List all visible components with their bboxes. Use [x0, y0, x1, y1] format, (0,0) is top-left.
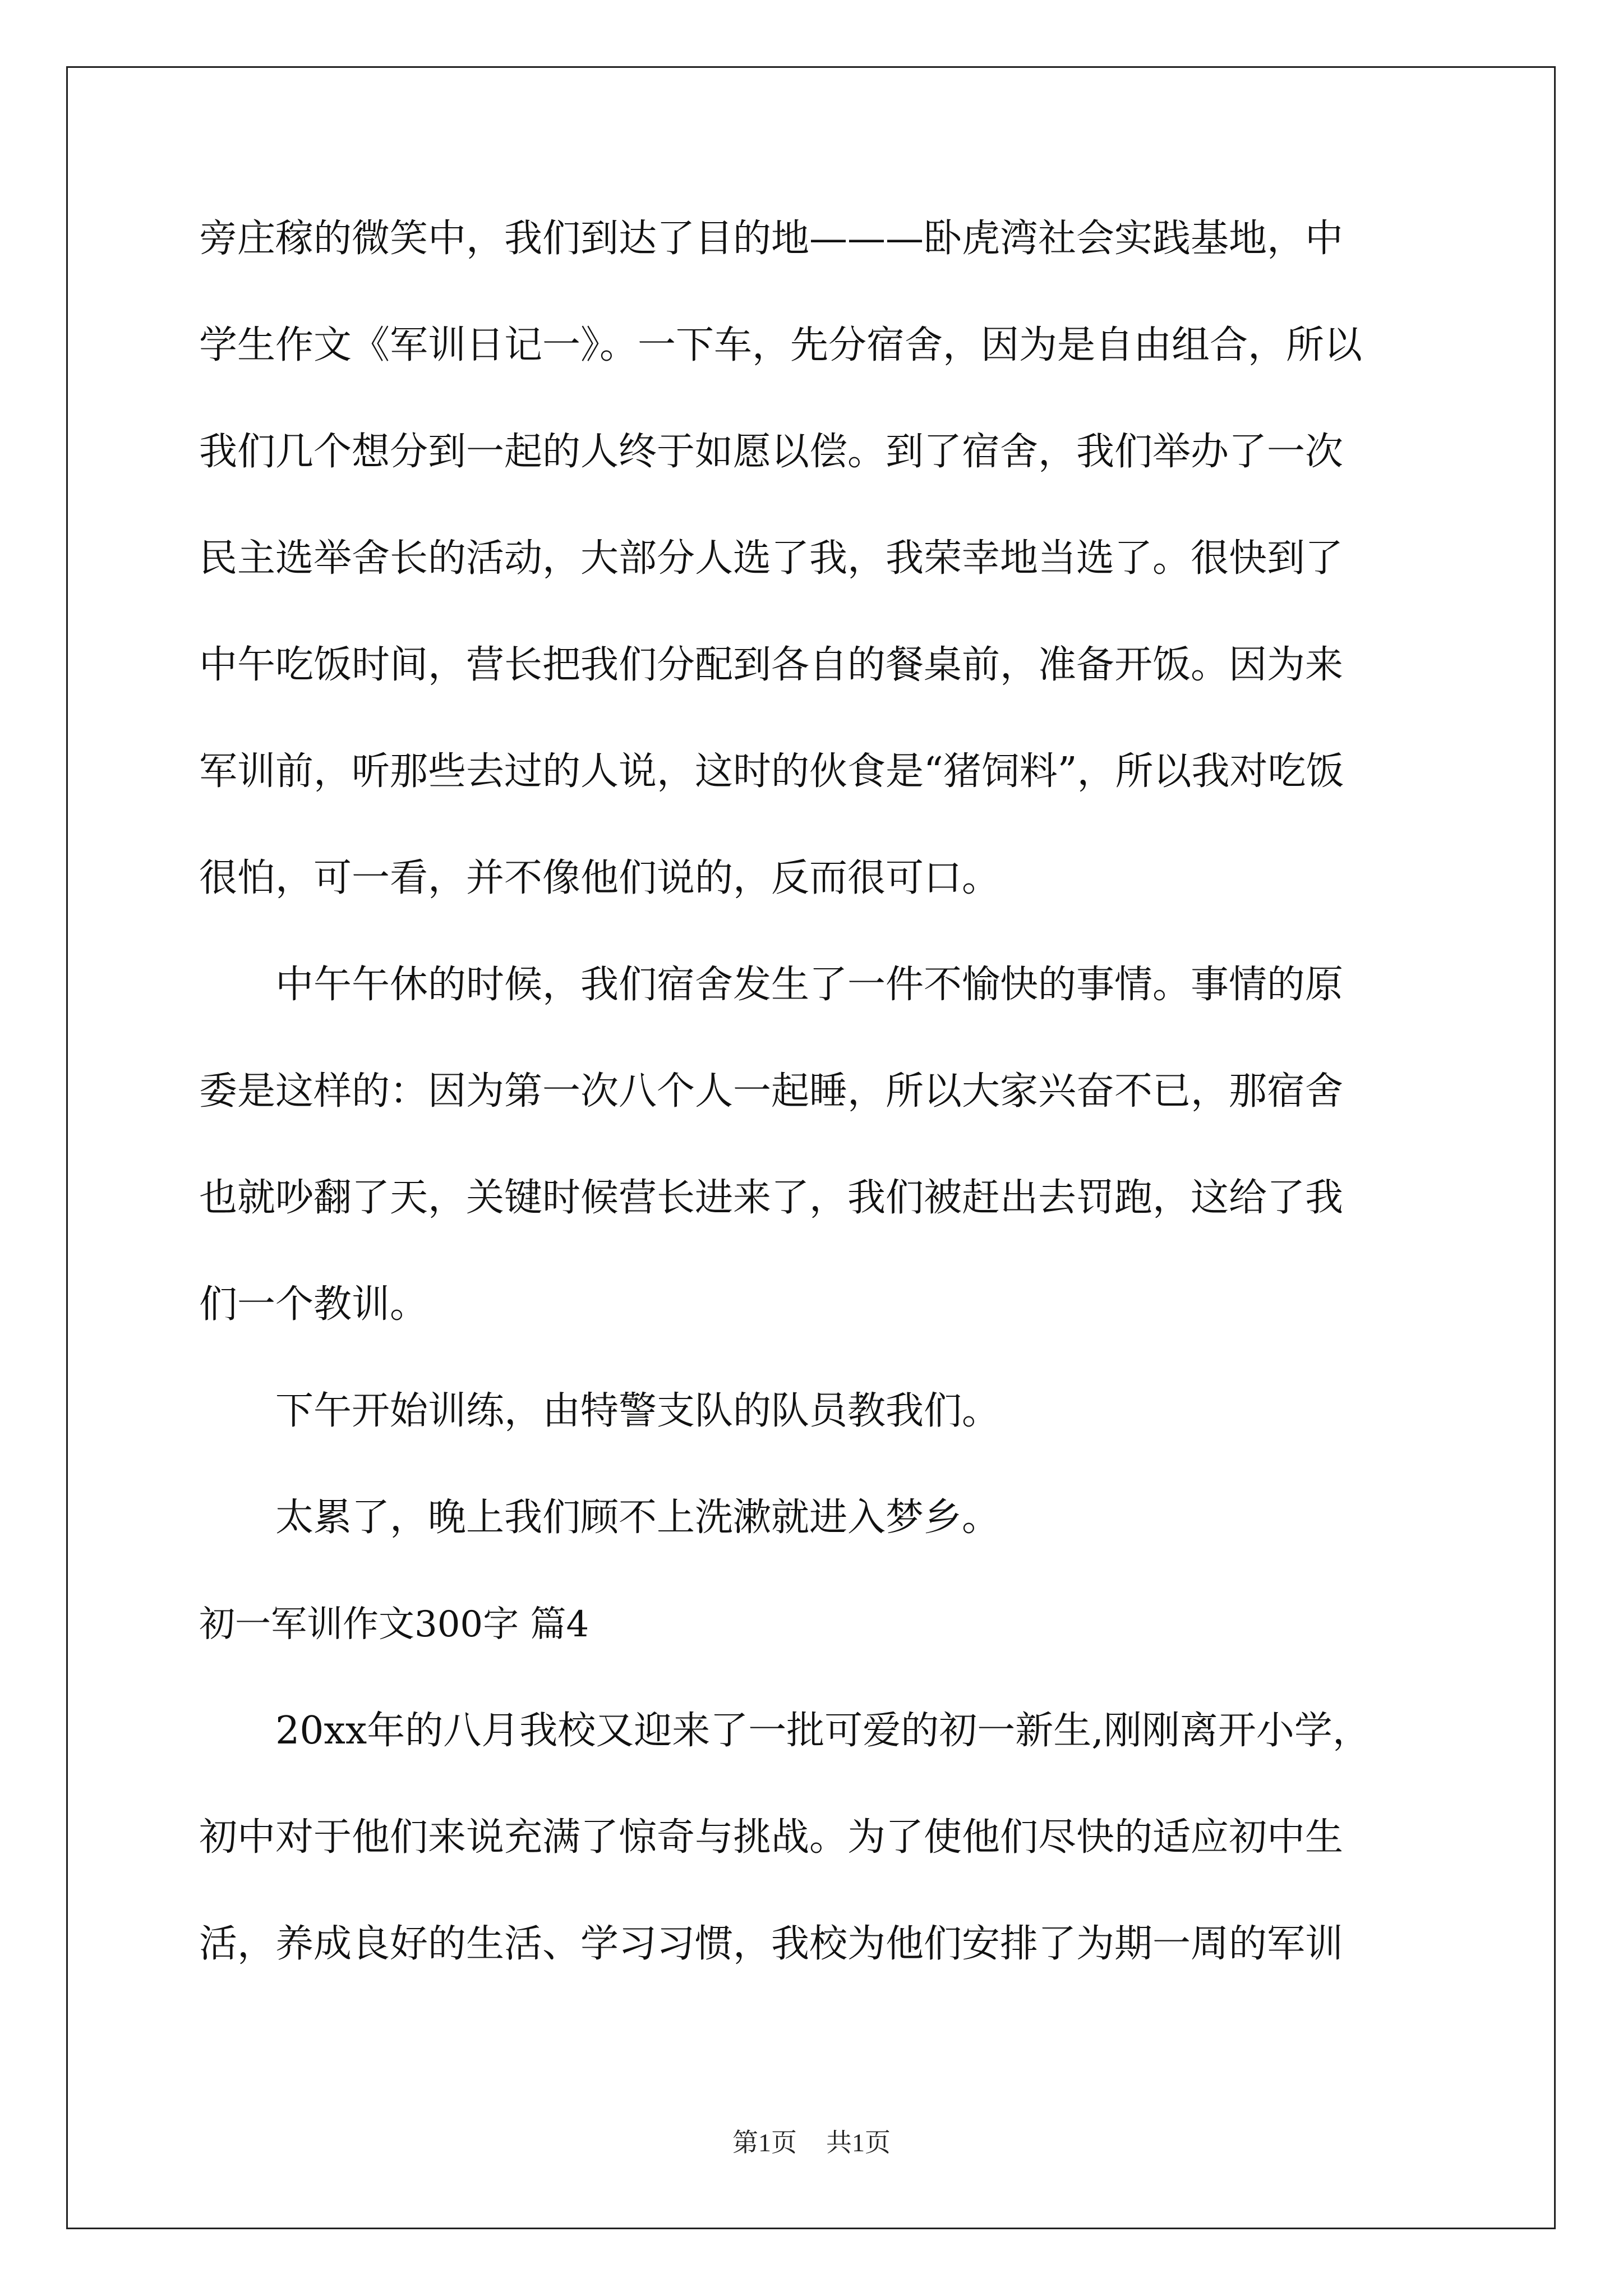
- body-line: 军训前，听那些去过的人说，这时的伙食是“猪饲料”，所以我对吃饭: [199, 749, 1344, 794]
- page-footer: [0, 2127, 1623, 2159]
- body-line: 民主选举舍长的活动，大部分人选了我，我荣幸地当选了。很快到了: [199, 536, 1344, 581]
- body-line: 活，养成良好的生活、学习习惯，我校为他们安排了为期一周的军训: [199, 1922, 1344, 1966]
- body-line: 初中对于他们来说充满了惊奇与挑战。为了使他们尽快的适应初中生: [199, 1815, 1344, 1860]
- body-line: 中午吃饭时间，营长把我们分配到各自的餐桌前，准备开饭。因为来: [199, 643, 1344, 687]
- body-line: 委是这样的：因为第一次八个人一起睡，所以大家兴奋不已，那宿舍: [199, 1069, 1344, 1114]
- body-line: 们一个教训。: [199, 1282, 428, 1327]
- section-heading: 初一军训作文300字 篇4: [199, 1604, 589, 1645]
- paragraph-first-line: 中午午休的时候，我们宿舍发生了一件不愉快的事情。事情的原: [275, 963, 1344, 1007]
- body-line: 也就吵翻了天，关键时候营长进来了，我们被赶出去罚跑，这给了我: [199, 1176, 1344, 1220]
- body-line: 我们几个想分到一起的人终于如愿以偿。到了宿舍，我们举办了一次: [199, 430, 1344, 474]
- body-line: 旁庄稼的微笑中，我们到达了目的地———卧虎湾社会实践基地，中: [199, 217, 1344, 261]
- body-line: 很怕，可一看，并不像他们说的，反而很可口。: [199, 856, 1000, 900]
- paragraph-first-line: 太累了，晚上我们顾不上洗漱就进入梦乡。: [275, 1496, 1000, 1540]
- paragraph-first-line: 下午开始训练，由特警支队的队员教我们。: [275, 1389, 1000, 1433]
- page-total: 共1页: [826, 2128, 891, 2157]
- body-line: 学生作文《军训日记一》。一下车，先分宿舍，因为是自由组合，所以: [199, 323, 1363, 367]
- page-number: 第1页: [732, 2128, 797, 2157]
- page-border: [66, 66, 1556, 2229]
- paragraph-first-line: 20xx年的八月我校又迎来了一批可爱的初一新生,刚刚离开小学，: [275, 1709, 1371, 1753]
